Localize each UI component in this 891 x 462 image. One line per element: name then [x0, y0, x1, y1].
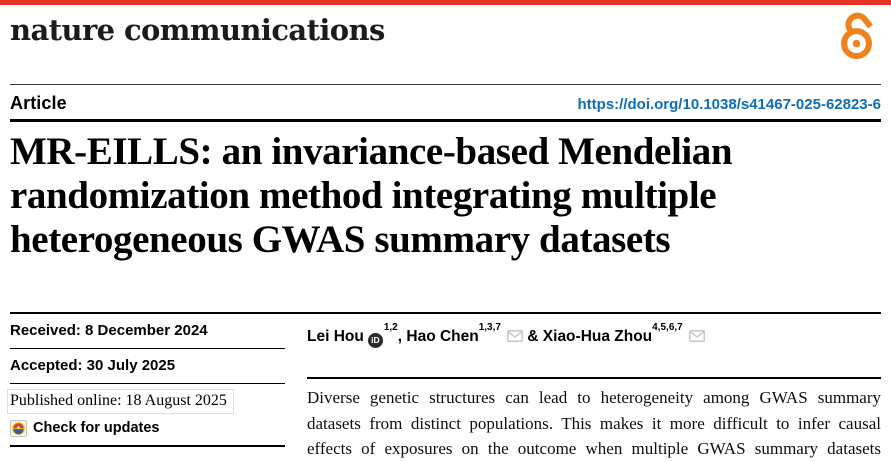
orcid-icon[interactable]: iD — [368, 333, 383, 348]
main-column — [307, 314, 881, 462]
author-name: Hao Chen — [406, 328, 479, 346]
doi-link[interactable]: https://doi.org/10.1038/s41467-025-62823-6 — [577, 96, 881, 113]
published-date — [10, 384, 285, 415]
published-date-text: Published online: 18 August 2025 — [7, 389, 234, 414]
check-for-updates-label: Check for updates — [33, 420, 160, 436]
envelope-icon[interactable] — [507, 329, 523, 346]
envelope-icon[interactable] — [689, 329, 705, 346]
received-date: Received: 8 December 2024 — [10, 314, 285, 349]
author-affiliations: 4,5,6,7 — [652, 321, 683, 333]
author-separator: , — [397, 328, 403, 346]
open-access-icon — [835, 11, 878, 60]
title-line: heterogeneous GWAS summary datasets — [10, 218, 671, 261]
author-ampersand: & — [527, 328, 539, 346]
author-list — [307, 314, 881, 347]
author-name: Lei Hou — [307, 328, 364, 346]
abstract-text: Diverse genetic structures can lead to heterogeneity among GWAS summary datasets from distinct populations. This makes it more difficult to infer causal effects of exposures on the outcome when multiple GWAS summary datasets — [307, 388, 881, 459]
title-line: randomization method integrating multiple — [10, 174, 717, 217]
crossmark-icon — [10, 420, 27, 437]
accepted-date: Accepted: 30 July 2025 — [10, 349, 285, 384]
title-line: MR-EILLS: an invariance-based Mendelian — [10, 130, 733, 173]
article-title — [10, 130, 881, 262]
author-affiliations: 1,3,7 — [478, 321, 501, 333]
journal-wordmark: nature communications — [10, 13, 385, 47]
author-affiliations: 1,2 — [383, 321, 398, 333]
masthead — [0, 5, 891, 48]
author-name: Xiao-Hua Zhou — [542, 328, 653, 346]
article-bar — [10, 84, 881, 122]
authors-abstract-divider — [307, 377, 881, 379]
content-columns — [10, 312, 881, 462]
check-for-updates-button[interactable] — [10, 415, 285, 445]
article-history-column — [10, 314, 285, 447]
article-type-label: Article — [10, 93, 67, 113]
